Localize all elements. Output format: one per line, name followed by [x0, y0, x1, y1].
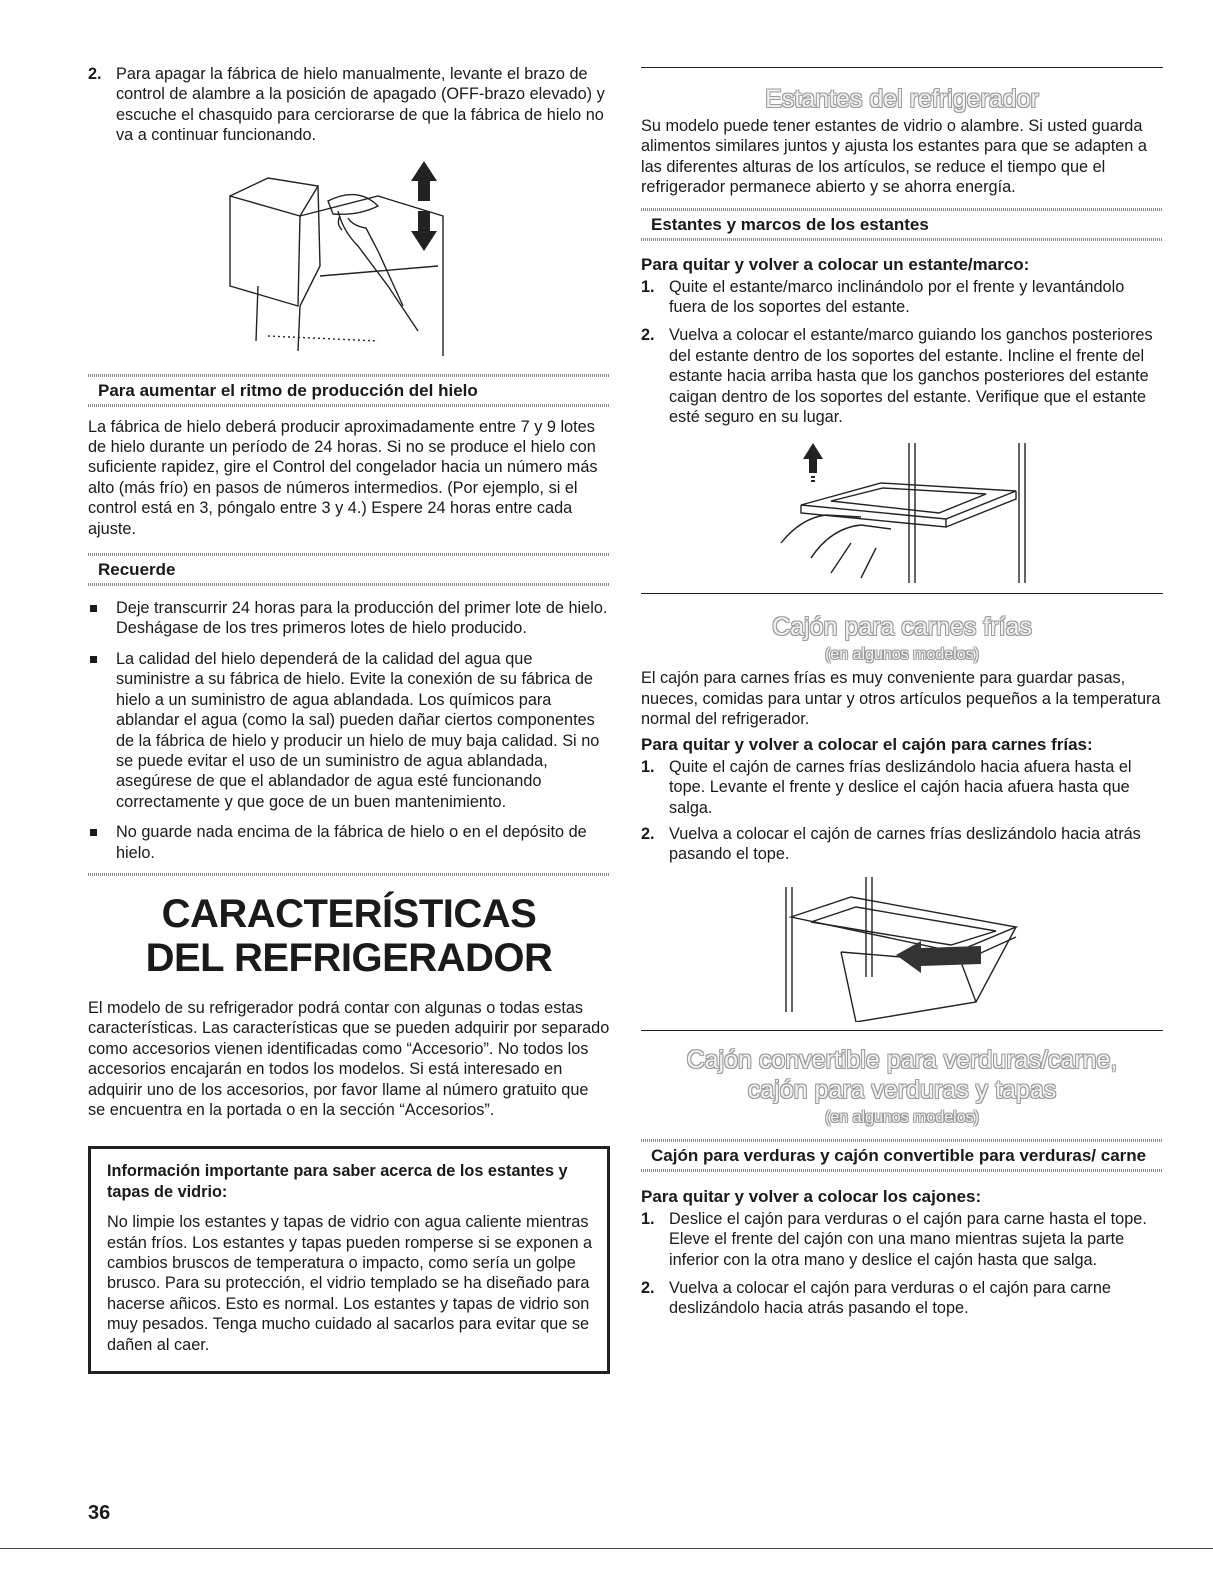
- step-number: 1.: [641, 1209, 655, 1228]
- dotted-divider: [641, 1169, 1163, 1172]
- dotted-divider: [88, 553, 610, 556]
- meat-drawer-steps: [641, 757, 1163, 865]
- section-title-shelves: Estantes del refrigerador: [765, 85, 1039, 113]
- remember-item-text: La calidad del hielo dependerá de la calidad del agua que suministre a su fábrica de hielo. Evite la conexión de su fábrica de hielo a un suministro de agua ablandada. Los químicos para ablandar el agua (como la sal) pueden dañar ciertos componentes de la fábrica de hielo y producir un hielo de muy baja calidad. Si no se puede evitar el uso de un suministro de agua ablandada, asegúrese de que el ablandador de agua esté funcionando correctamente y que goce de un buen mantenimiento.: [116, 649, 600, 811]
- dotted-divider: [641, 208, 1163, 211]
- section-title-crisper: [641, 1045, 1163, 1105]
- step-text: Vuelva a colocar el estante/marco guiando los ganchos posteriores del estante dentro de los soportes del estante. Incline el frente del estante hacia arriba hasta que los ganchos posteriores del estante caigan dentro de los soportes del estante. Verifique que el estante esté seguro en su lugar.: [669, 326, 1153, 427]
- dotted-divider: [88, 583, 610, 586]
- step-number: 1.: [641, 277, 655, 296]
- shelf-step: [641, 277, 1163, 318]
- bullet-square: [90, 829, 97, 836]
- features-title: [88, 892, 610, 980]
- section-title-crisper-line1: Cajón convertible para verduras/carne,: [686, 1045, 1118, 1074]
- section-subtitle-crisper: (en algunos modelos): [825, 1108, 979, 1126]
- step-number: 2.: [641, 326, 655, 345]
- section-subtitle-meat-drawer: (en algunos modelos): [825, 646, 979, 664]
- meat-drawer-removal-illustration: [781, 877, 1031, 1022]
- section-rule: [641, 1030, 1163, 1031]
- section-title-meat-drawer: Cajón para carnes frías: [772, 613, 1032, 642]
- remember-item-text: No guarde nada encima de la fábrica de hielo o en el depósito de hielo.: [116, 823, 587, 862]
- ice-maker-illustration: [228, 156, 610, 356]
- crisper-step: [641, 1209, 1163, 1270]
- info-box-text: No limpie los estantes y tapas de vidrio con agua caliente mientras están fríos. Los estantes y tapas pueden romperse si se exponen a cambios bruscos de temperatura o impacto, como sería un golpe brusco. Para su protección, el vidrio templado se ha diseñado para hacerse añicos. Esto es normal. Los estantes y tapas de vidrio son muy pesados. Tenga mucho cuidado al sacarlos para evitar que se dañen al caer.: [107, 1213, 593, 1354]
- bullet-square: [90, 656, 97, 663]
- features-title-line1: CARACTERÍSTICAS: [161, 891, 537, 936]
- ice-maker-arm-illustration: [228, 156, 478, 356]
- crisper-steps: [641, 1209, 1163, 1319]
- features-paragraph: El modelo de su refrigerador podrá contar con algunas o todas estas características. Las características que se pueden adquirir por separado como accesorios vienen identificadas como “Accesorio”. No todos los accesorios encajarán en todos los modelos. Si está interesado en adquirir uno de los accesorios, por favor llame al número gratuito que se encuentra en la portada o en la sección “Accesorios”.: [88, 998, 610, 1119]
- section-heading-ice-rate: Para aumentar el ritmo de producción del hielo: [98, 380, 478, 400]
- page-number: 36: [88, 1502, 111, 1524]
- step-text: Para apagar la fábrica de hielo manualmente, levante el brazo de control de alambre a la posición de apagado (OFF-brazo elevado) y escuche el chasquido para cerciorarse de que la fábrica de hielo no va a continuar funcionando.: [116, 65, 605, 145]
- meat-drawer-paragraph: El cajón para carnes frías es muy conveniente para guardar pasas, nueces, comidas para untar y otros artículos pequeños a la temperatura normal del refrigerador.: [641, 669, 1161, 729]
- howto-heading-meat-drawer: Para quitar y volver a colocar el cajón para carnes frías:: [641, 734, 1093, 754]
- step-number: 2.: [88, 65, 102, 83]
- step-text: Quite el estante/marco inclinándolo por el frente y levantándolo fuera de los soportes del estante.: [669, 277, 1125, 317]
- shelf-step: [641, 325, 1163, 427]
- howto-heading-shelf: Para quitar y volver a colocar un estante/marco:: [641, 254, 1030, 274]
- section-title-crisper-line2: cajón para verduras y tapas: [747, 1075, 1057, 1104]
- meat-drawer-step: [641, 757, 1163, 818]
- remember-item: [88, 598, 610, 639]
- step-text: Vuelva a colocar el cajón para verduras o el cajón para carne deslizándolo hacia atrás pasando el tope.: [669, 1278, 1111, 1318]
- ice-maker-steps: [88, 64, 610, 146]
- step-text: Quite el cajón de carnes frías deslizándolo hacia afuera hasta el tope. Levante el frente y deslice el cajón hacia afuera hasta que salga.: [669, 757, 1132, 817]
- subsection-heading-crisper: Cajón para verduras y cajón convertible para verduras/ carne: [651, 1145, 1147, 1165]
- dotted-divider: [641, 1139, 1163, 1142]
- subsection-heading-shelves-frames: Estantes y marcos de los estantes: [651, 214, 929, 234]
- footer-rule: [0, 1548, 1213, 1549]
- features-title-line2: DEL REFRIGERADOR: [145, 935, 553, 980]
- shelf-steps: [641, 277, 1163, 428]
- step-number: 2.: [641, 1278, 655, 1297]
- ice-rate-paragraph: La fábrica de hielo deberá producir aproximadamente entre 7 y 9 lotes de hielo durante un período de 24 horas. Si no se produce el hielo con suficiente rapidez, gire el Control del congelador hacia un número más alto (más frío) en pasos de números intermedios. (Por ejemplo, si el control está en 3, póngalo entre 3 y 4.) Espere 24 horas entre cada ajuste.: [88, 417, 598, 538]
- step-number: 1.: [641, 757, 655, 776]
- meat-drawer-step: [641, 824, 1163, 865]
- remember-list: [88, 598, 610, 863]
- section-rule: [641, 593, 1163, 594]
- meat-drawer-illustration: [781, 877, 1163, 1022]
- glass-shelves-info-box: [88, 1146, 610, 1374]
- right-column: [641, 0, 1163, 1319]
- section-rule: [641, 67, 1163, 68]
- ice-maker-step-2: [88, 64, 610, 146]
- remember-item: [88, 822, 610, 863]
- dotted-divider: [88, 374, 610, 377]
- step-number: 2.: [641, 824, 655, 843]
- left-column: [88, 0, 610, 1374]
- remember-item: [88, 649, 610, 812]
- remember-item-text: Deje transcurrir 24 horas para la producción del primer lote de hielo. Deshágase de los tres primeros lotes de hielo producido.: [116, 599, 608, 638]
- shelf-removal-illustration: [771, 443, 1041, 583]
- shelf-illustration: [771, 443, 1163, 583]
- crisper-step: [641, 1278, 1163, 1319]
- shelves-paragraph: Su modelo puede tener estantes de vidrio o alambre. Si usted guarda alimentos similares juntos y ajusta los estantes para que se adapten a las diferentes alturas de los artículos, se reduce el tiempo que el refrigerador permanece abierto y se ahorra energía.: [641, 117, 1147, 197]
- howto-heading-crisper: Para quitar y volver a colocar los cajones:: [641, 1186, 982, 1206]
- info-box-heading: Información importante para saber acerca de los estantes y tapas de vidrio:: [107, 1162, 568, 1201]
- section-heading-remember: Recuerde: [98, 560, 176, 580]
- step-text: Vuelva a colocar el cajón de carnes frías deslizándolo hacia atrás pasando el tope.: [669, 824, 1141, 864]
- dotted-divider: [88, 873, 610, 876]
- dotted-divider: [641, 238, 1163, 241]
- bullet-square: [90, 605, 97, 612]
- step-text: Deslice el cajón para verduras o el cajón para carne hasta el tope. Eleve el frente del cajón con una mano mientras sujeta la parte inferior con la otra mano y deslice el cajón hasta que salga.: [669, 1209, 1147, 1269]
- dotted-divider: [88, 404, 610, 407]
